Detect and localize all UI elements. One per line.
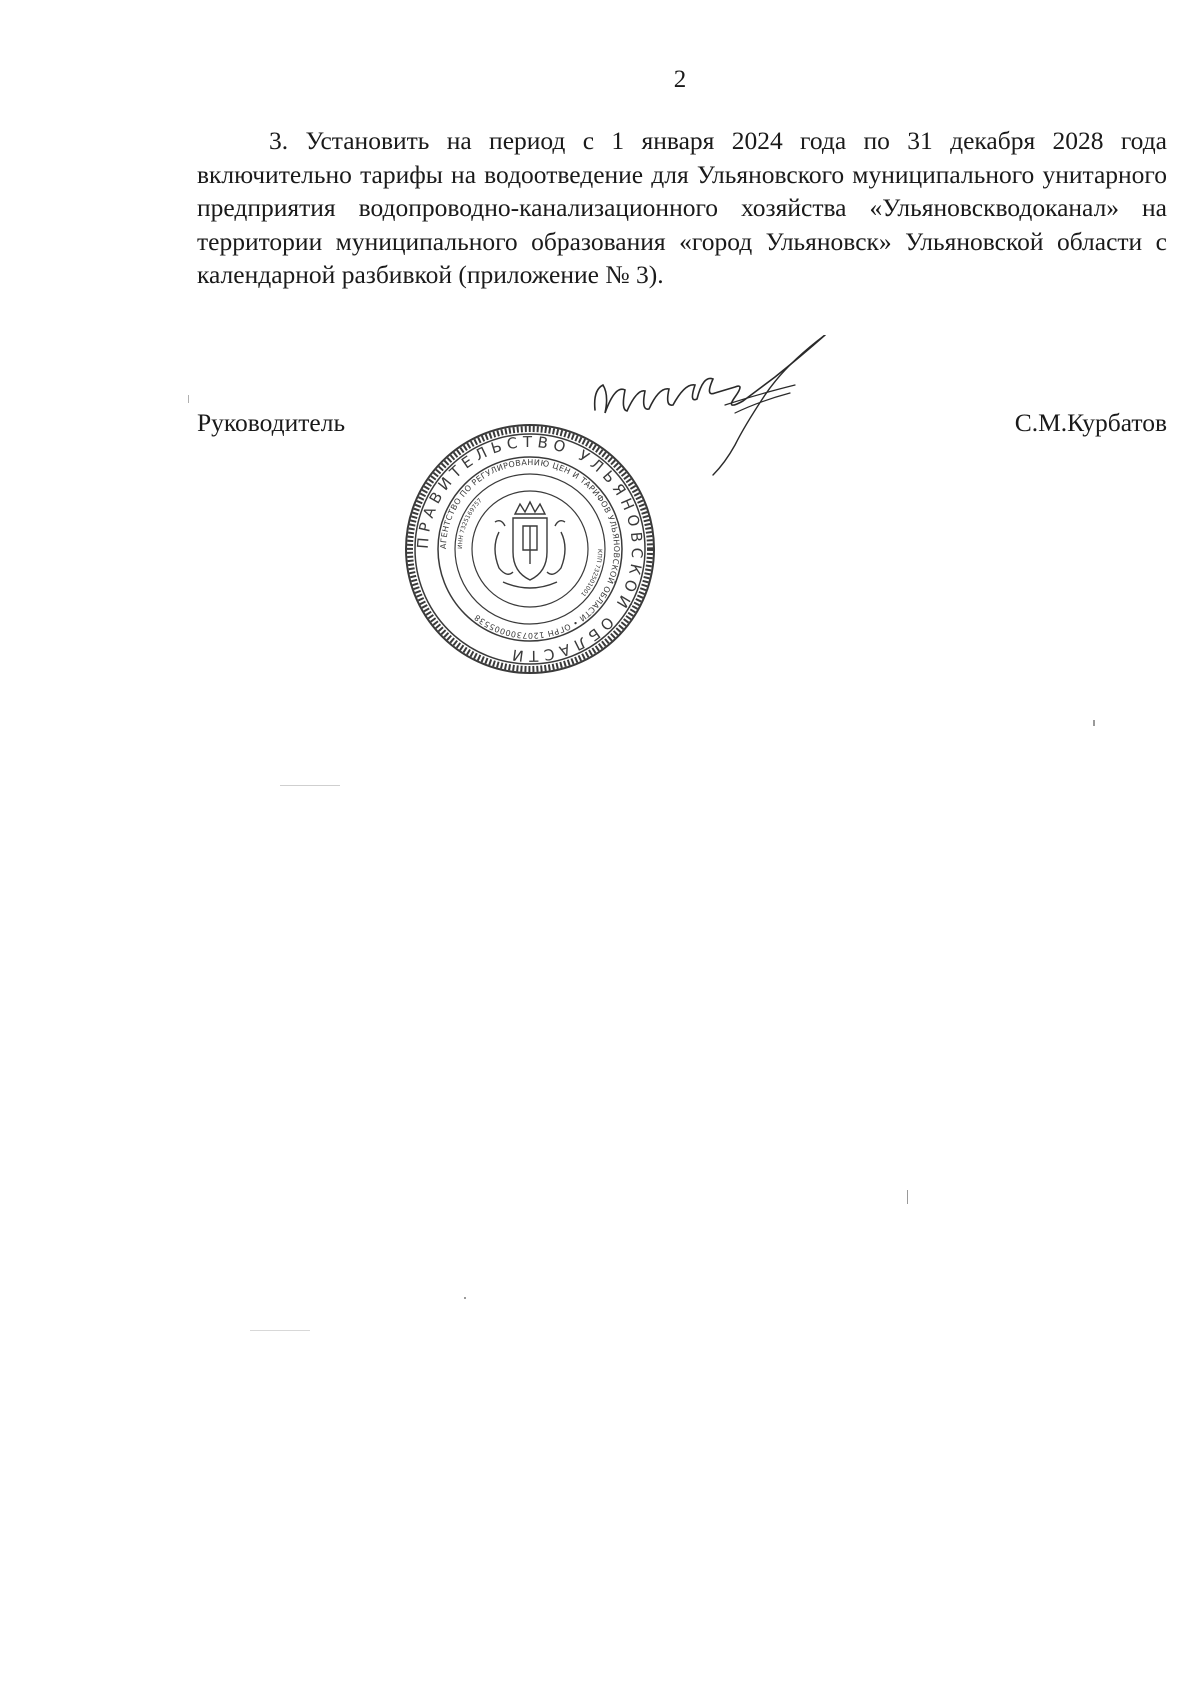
signer-title: Руководитель	[197, 408, 346, 437]
signer-name: С.М.Курбатов	[1014, 408, 1167, 437]
scan-mark	[250, 1330, 310, 1331]
scan-mark	[907, 1190, 908, 1204]
seal-inn: ИНН 7325169757	[456, 497, 484, 550]
svg-text:ИНН 7325169757	[457, 497, 484, 549]
paragraph-item-3: 3. Установить на период с 1 января 2024 года по 31 декабря 2028 года включительно тарифы на водоотведение для Ульяновского муниципального унитарного предприятия водопроводно-канализационного хозяйства «Ульяновскводоканал» на территории муниципального образования «город Ульяновск» Ульяновской области с календарной разбивкой (приложение № 3).	[197, 126, 1167, 289]
seal-inner-text: АГЕНТСТВО ПО РЕГУЛИРОВАНИЮ ЦЕН И ТАРИФОВ УЛЬЯНОВСКОЙ ОБЛАСТИ • ОГРН 1207300005538	[438, 457, 622, 641]
scan-mark	[1093, 720, 1095, 726]
page-number: 2	[673, 66, 687, 93]
seal-outer-text: ПРАВИТЕЛЬСТВО УЛЬЯНОВСКОЙ ОБЛАСТИ	[413, 432, 647, 666]
coat-of-arms-icon	[495, 502, 565, 588]
scan-mark	[188, 395, 189, 403]
scan-mark	[280, 785, 340, 786]
handwritten-signature-icon	[585, 335, 855, 485]
scan-mark	[464, 1297, 466, 1299]
seal-kpp: КПП 732501001	[579, 548, 604, 598]
